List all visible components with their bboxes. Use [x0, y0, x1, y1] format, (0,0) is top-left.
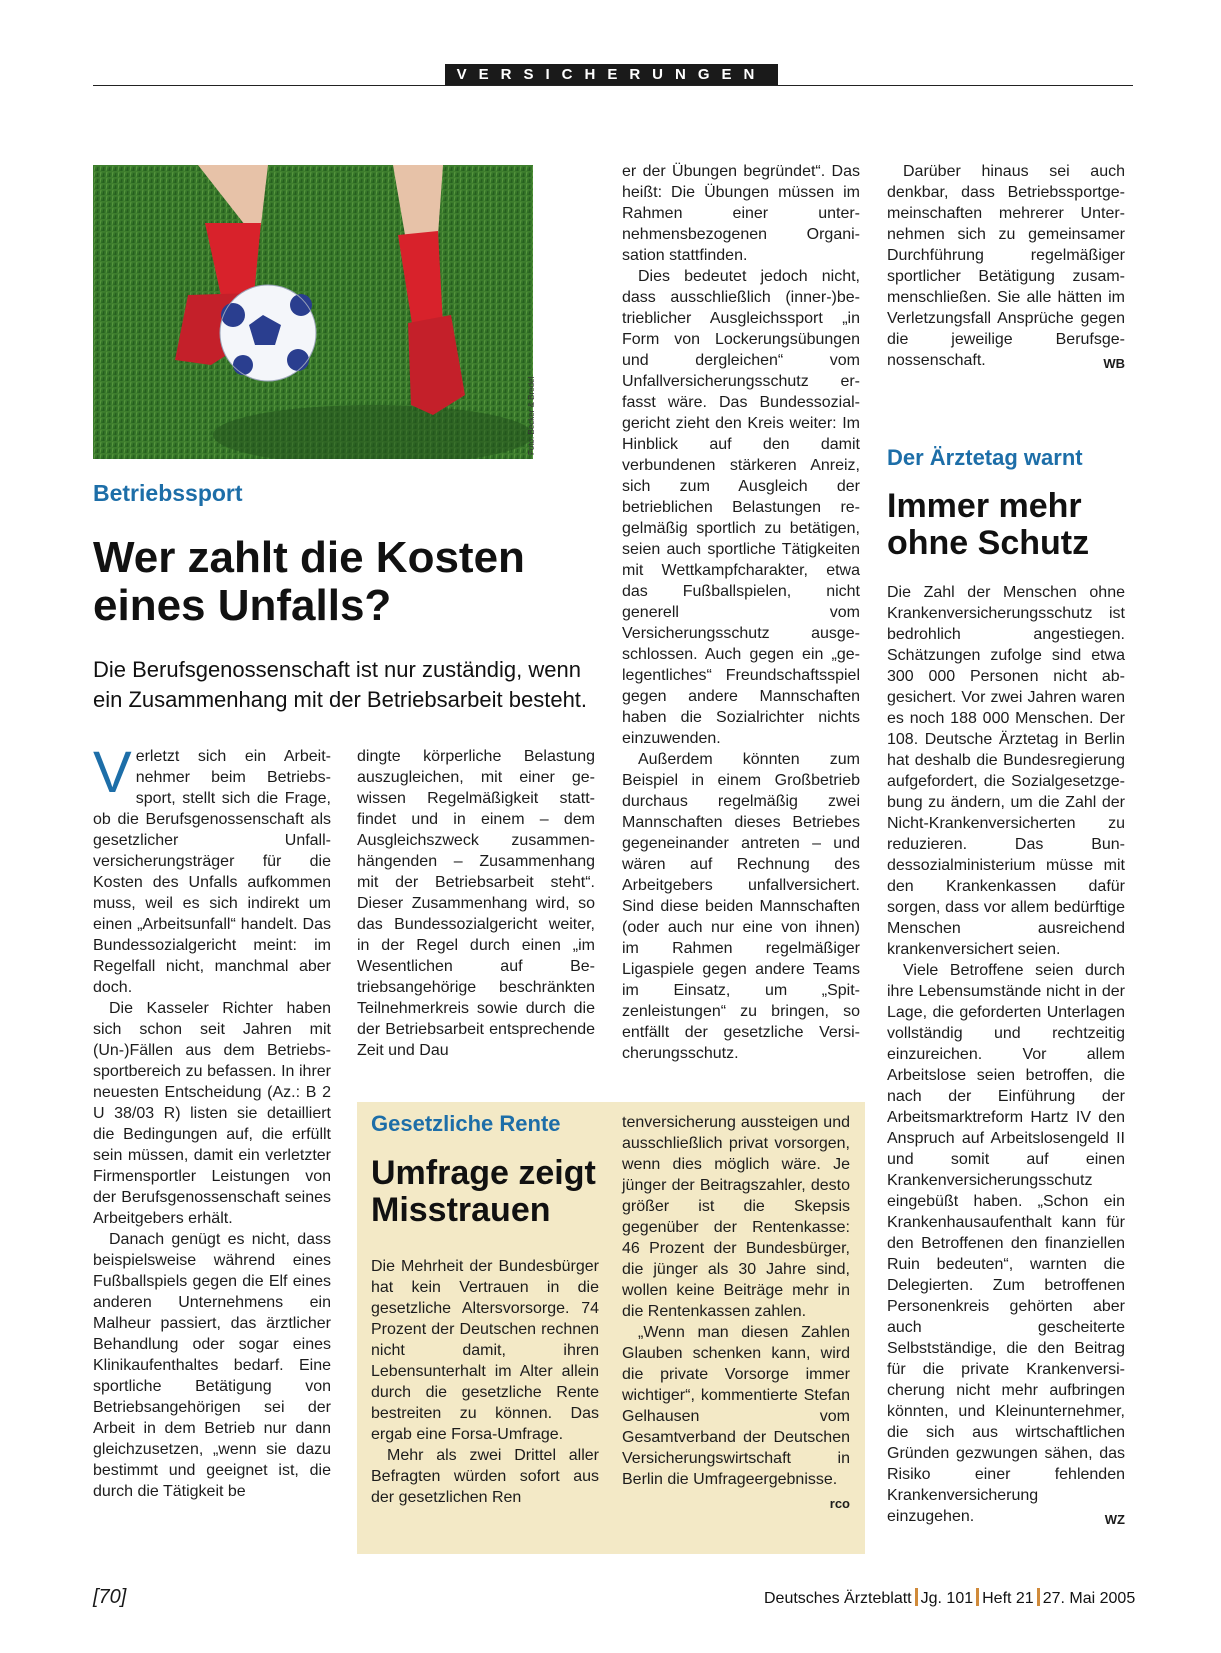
paragraph: dingte körperliche Belastung auszugleichen, mit einer gewissen Regelmäßigkeit stattfindet und in einem – dem Ausgleichszweck zusammenhängenden – Zusammenhang mit der Betriebsarbeit steht“. Dieser Zusammenhang wird, so das Bundessozialgericht weiter, in der Regel durch einen „im Wesentlichen auf Betriebsangehörige beschränkten Teilnehmerkreis sowie durch die der Betriebsarbeit entsprechende Zeit und Dau [357, 748, 595, 1059]
article-subhead: Die Berufsgenossenschaft ist nur zuständig, wenn ein Zusammenhang mit der Betriebsarbeit besteht. [93, 657, 588, 712]
author-signature: rco [829, 1496, 850, 1511]
paragraph-text: erletzt sich ein Arbeitnehmer beim Betriebssport, stellt sich die Frage, ob die Berufsgenossenschaft als gesetzlicher Unfallversicherungsträger für die Kosten des Unfalls aufkommen muss, weil es sich indirekt um einen „Arbeitsunfall“ handelt. Das Bundessozialgericht meint: im Regelfall nicht, manchmal aber doch. [93, 748, 331, 996]
header-rule [93, 85, 1133, 86]
article-column-4 [887, 161, 1125, 374]
paragraph: Die Mehrheit der Bundesbürger hat kein Vertrauen in die gesetzliche Altersvorsorge. 74 Prozent der Deutschen rechnen nicht damit, ihren Lebensunterhalt im Alter allein durch die gesetzliche Rente bestreiten zu können. Das ergab eine Forsa-Umfrage. [371, 1258, 599, 1443]
journal-volume: Jg. 101 [920, 1590, 974, 1607]
paragraph: tenversicherung aussteigen und ausschließlich privat vorsorgen, wenn dies möglich wäre. Je jünger der Beitragszahler, desto größer ist die Skepsis gegenüber der Rentenkasse: 46 Prozent der Bundesbürger, die jünger als 30 Jahre sind, wollen keine Beiträge mehr in die Rentenkassen zahlen. [622, 1114, 850, 1320]
separator-bar [915, 1588, 918, 1606]
article2-column [887, 582, 1125, 1530]
journal-line [764, 1588, 1135, 1608]
paragraph: Mehr als zwei Drittel aller Befragten würden sofort aus der gesetzlichen Ren [371, 1447, 599, 1506]
paragraph: Die Zahl der Menschen ohne Krankenversicherungsschutz ist bedrohlich angestiegen. Schätzungen zufolge sind etwa 300 000 Personen nicht abgesichert. Vor zwei Jahren waren es noch 188 000 Menschen. Der 108. Deutsche Ärztetag in Berlin hat deshalb die Bundesregierung aufgefordert, die Sozialgesetzgebung zu ändern, um die Zahl der Nicht-Krankenversicherten zu reduzieren. Das Bundessozialministerium müsse mit den Krankenkassen dafür sorgen, dass vor allem bedürftige Menschen ausreichend krankenversichert seien. [887, 584, 1125, 958]
article-column-3 [622, 161, 860, 1064]
photo-credit: Foto: Becker & Bredel [527, 376, 536, 455]
paragraph [887, 161, 1125, 371]
article3-kicker: Gesetzliche Rente [371, 1111, 561, 1136]
page-number: [70] [93, 1586, 127, 1608]
headline-line: Umfrage zeigt [371, 1154, 596, 1192]
paragraph: Danach genügt es nicht, dass beispielsweise während eines Fußballspiels gegen die Elf eines anderen Unternehmens ein Malheur passiert, das ärztlicher Behandlung oder sogar eines Klinikaufenthaltes bedarf. Eine sportliche Betätigung von Betriebsangehörigen sei der Arbeit in dem Betrieb nur dann gleichzusetzen, „wenn sie dazu bestimmt und geeignet ist, die durch die Tätigkeit be [93, 1231, 331, 1500]
separator-bar [976, 1588, 979, 1606]
article-kicker: Betriebssport [93, 480, 243, 506]
journal-date: 27. Mai 2005 [1042, 1590, 1136, 1607]
article-photo [93, 165, 533, 459]
article3-column-1 [371, 1256, 599, 1508]
article2-headline [887, 488, 1127, 562]
headline-line: Immer mehr [887, 487, 1082, 525]
journal-issue: Heft 21 [982, 1590, 1034, 1607]
paragraph-text: Viele Betroffene seien durch ihre Lebensumstände nicht in der Lage, die geforderten Unterlagen vollständig und rechtzeitig einzureichen. Vor allem Arbeitslose seien betroffen, die nach der Einführung der Arbeitsmarktreform Hartz IV den Anspruch auf Arbeitslosengeld II und somit auf einen Krankenversicherungsschutz eingebüßt haben. „Schon ein Krankenhausaufenthalt kann für den Betroffenen den finanziellen Ruin bedeuten“, warnten die Delegierten. Zum betroffenen Personenkreis gehörten aber auch gescheiterte Selbstständige, die den Beitrag für die private Krankenversicherung nicht mehr aufbringen könnten, und Kleinunternehmer, die sich aus wirtschaftlichen Gründen gezwungen sähen, das Risiko einer fehlenden Krankenversicherung einzugehen. [887, 962, 1125, 1525]
paragraph: Außerdem könnten zum Beispiel in einem Großbetrieb durchaus regelmäßig zwei Mannschaften dieses Betriebes gegeneinander antreten – und wären auf Rechnung des Arbeitgebers unfallversichert. Sind diese beiden Mannschaften (oder auch nur eine von ihnen) im Rahmen regelmäßiger Ligaspiele gegen andere Teams im Einsatz, um „Spitzenleistungen“ zu bringen, so entfällt der gesetzliche Versicherungsschutz. [622, 751, 860, 1062]
section-label: VERSICHERUNGEN [445, 64, 778, 86]
headline-line: eines Unfalls? [93, 581, 392, 630]
headline-line: Wer zahlt die Kosten [93, 533, 525, 582]
headline-line: Misstrauen [371, 1191, 551, 1229]
paragraph: Die Kasseler Richter haben sich schon seit Jahren mit (Un-)Fällen aus dem Betriebssportbereich zu befassen. In ihrer neuesten Entscheidung (Az.: B 2 U 38/03 R) listen sie detailliert die Bedingungen auf, die erfüllt sein müssen, damit ein verletzter Firmensportler Leistungen von der Berufsgenossenschaft seines Arbeitgebers erhält. [93, 1000, 331, 1227]
paragraph: Dies bedeutet jedoch nicht, dass ausschließlich (inner-)betrieblicher Ausgleichssport „in Form von Lockerungsübungen und dergleichen“ vom Unfallversicherungsschutz erfasst wäre. Das Bundessozialgericht zieht den Kreis weiter: Im Hinblick auf den damit verbundenen stärkeren Anreiz, sich zum Ausgleich der betrieblichen Belastungen regelmäßig sportlich zu betätigen, seien auch sportliche Tätigkeiten mit Wettkampfcharakter, etwa das Fußballspielen, nicht generell vom Versicherungsschutz ausgeschlossen. Auch gegen ein „gelegentliches“ Freundschaftsspiel gegen andere Mannschaften haben die Sozialrichter nichts einzuwenden. [622, 268, 860, 747]
football-photo [93, 165, 533, 459]
article3-column-2 [622, 1112, 850, 1514]
article-column-1 [93, 740, 331, 1502]
article2-kicker: Der Ärztetag warnt [887, 445, 1083, 470]
paragraph-text: Darüber hinaus sei auch denkbar, dass Betriebssportgemeinschaften mehrerer Unternehmen sich zu gemeinsamer Durchführung regelmäßiger sportlicher Betätigung zusammenschließen. Sie alle hätten im Verletzungsfall Ansprüche gegen die jeweilige Berufsgenossenschaft. [887, 163, 1125, 369]
paragraph-text: „Wenn man diesen Zahlen Glauben schenken kann, wird die private Vorsorge immer wichtiger“, kommentierte Stefan Gelhausen vom Gesamtverband der Deutschen Versicherungswirtschaft in Berlin die Umfrageergebnisse. [622, 1324, 850, 1488]
headline-line: ohne Schutz [887, 524, 1090, 562]
paragraph [887, 960, 1125, 1527]
author-signature: WZ [1104, 1512, 1125, 1527]
separator-bar [1037, 1588, 1040, 1606]
drop-cap: V [93, 740, 132, 805]
author-signature: WB [1103, 356, 1125, 371]
paragraph [622, 1322, 850, 1511]
paragraph: er der Übungen begründet“. Das heißt: Die Übungen müssen im Rahmen einer unternehmensbezogenen Organisation stattfinden. [622, 163, 860, 264]
paragraph [93, 740, 331, 998]
article-column-2 [357, 746, 595, 1061]
article-headline [93, 534, 613, 630]
article3-headline [371, 1155, 611, 1229]
journal-name: Deutsches Ärzteblatt [764, 1590, 912, 1607]
